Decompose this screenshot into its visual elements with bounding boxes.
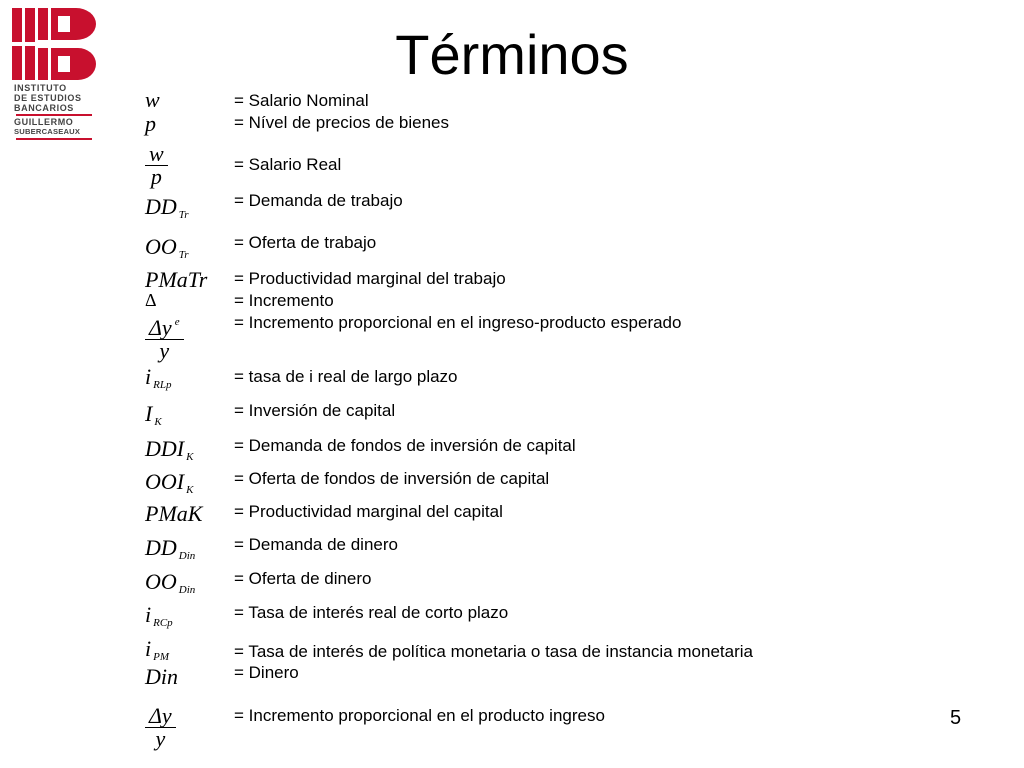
term-definition: = Demanda de fondos de inversión de capital — [234, 436, 576, 455]
term-symbol-dy-expected-over-y: $\frac{\Delta y ^e}{y}$ — [145, 311, 184, 363]
page-number: 5 — [950, 707, 962, 729]
term-symbol-dy-over-y: $\frac{\Delta y}{y}$ — [145, 705, 176, 751]
logo-line-1: INSTITUTO — [14, 83, 67, 93]
term-symbol-delta: Δ — [145, 290, 157, 310]
term-definition: = Productividad marginal del trabajo — [234, 269, 506, 288]
term-definition: = Inversión de capital — [234, 401, 396, 420]
term-symbol-dd-tr: DD $_{Tr}$ — [145, 194, 189, 221]
term-symbol-w-over-p: $\frac{w}{p}$ — [145, 143, 168, 189]
term-definition: = Oferta de fondos de inversión de capital — [234, 469, 550, 488]
term-definition: = Oferta de trabajo — [234, 233, 377, 252]
term-definition: = Salario Nominal — [234, 91, 369, 110]
term-symbol-i-pm: i $_{PM}$ — [145, 636, 170, 663]
term-definition: = Tasa de interés de política monetaria o tasa de instancia monetaria — [234, 642, 753, 661]
term-definition: = Demanda de trabajo — [234, 191, 403, 210]
term-definition: = Incremento — [234, 291, 334, 310]
term-symbol-oo-din: OO $_{Din}$ — [145, 569, 196, 596]
logo-divider-bottom — [16, 138, 92, 140]
logo-line-4: GUILLERMO — [14, 117, 74, 127]
term-symbol-din: Din — [145, 664, 178, 689]
term-symbol-dd-din: DD $_{Din}$ — [145, 535, 196, 562]
term-symbol-pmak: PMaK — [145, 501, 203, 526]
term-symbol-oo-tr: OO $_{Tr}$ — [145, 234, 189, 261]
term-definition: = tasa de i real de largo plazo — [234, 367, 458, 386]
term-symbol-ddi-k: DDI $_K$ — [145, 436, 194, 463]
term-symbol-w: w — [145, 87, 160, 112]
term-definition: = Dinero — [234, 663, 299, 682]
term-symbol-i-rcp: i $_{RCp}$ — [145, 602, 173, 629]
logo-divider — [16, 114, 92, 116]
term-definition: = Productividad marginal del capital — [234, 502, 503, 521]
term-definition: = Nível de precios de bienes — [234, 113, 449, 132]
term-symbol-pmatr: PMaTr — [145, 267, 208, 292]
logo-line-3: BANCARIOS — [14, 103, 74, 113]
term-definition: = Demanda de dinero — [234, 535, 398, 554]
term-symbol-p: p — [145, 111, 156, 136]
term-definition: = Incremento proporcional en el producto ingreso — [234, 706, 605, 725]
term-symbol-i-k: I $_K$ — [145, 401, 162, 428]
term-definition: = Salario Real — [234, 155, 342, 174]
logo-line-2: DE ESTUDIOS — [14, 93, 82, 103]
term-definition: = Oferta de dinero — [234, 569, 372, 588]
slide-title: Términos — [395, 23, 629, 86]
term-symbol-ooi-k: OOI $_K$ — [145, 469, 194, 496]
term-definition: = Tasa de interés real de corto plazo — [234, 603, 509, 622]
term-symbol-i-rlp: i $_{RLp}$ — [145, 364, 172, 391]
logo-line-5: SUBERCASEAUX — [14, 127, 81, 136]
term-definition: = Incremento proporcional en el ingreso-producto esperado — [234, 313, 682, 332]
